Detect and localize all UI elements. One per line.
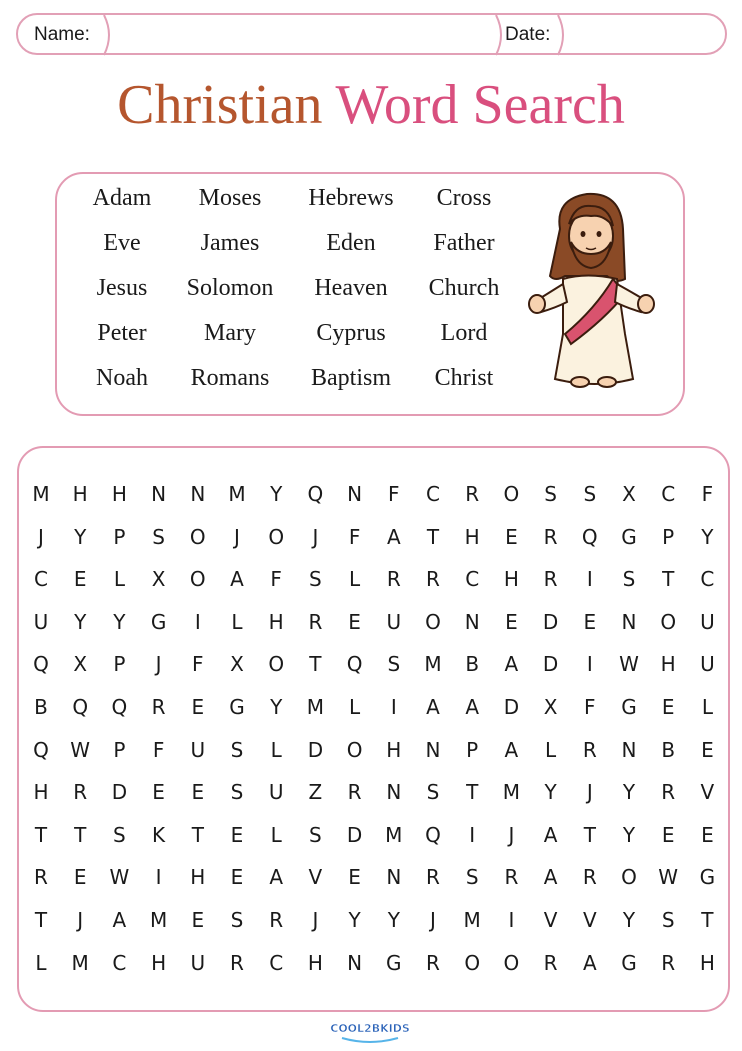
grid-letter[interactable]: K <box>152 822 166 847</box>
grid-letter[interactable]: N <box>621 737 637 762</box>
grid-letter[interactable]: A <box>269 865 284 890</box>
grid-letter[interactable]: V <box>700 780 715 805</box>
grid-letter[interactable]: R <box>386 567 401 592</box>
grid-letter[interactable]: M <box>71 950 89 975</box>
grid-letter[interactable]: B <box>34 695 48 719</box>
grid-letter[interactable]: F <box>192 652 204 677</box>
grid-letter[interactable]: W <box>658 865 679 890</box>
grid-letter[interactable]: A <box>504 737 519 762</box>
grid-letter[interactable]: R <box>151 695 166 719</box>
grid-letter[interactable]: A <box>426 695 440 719</box>
grid-letter[interactable]: Y <box>622 908 636 932</box>
grid-letter[interactable]: M <box>228 482 246 506</box>
grid-letter[interactable]: U <box>268 780 284 805</box>
grid-letter[interactable]: L <box>545 737 557 762</box>
grid-letter[interactable]: R <box>34 865 48 890</box>
grid-letter[interactable]: I <box>194 609 201 634</box>
grid-letter[interactable]: Q <box>425 822 441 847</box>
grid-letter[interactable]: T <box>701 908 714 932</box>
word-bank-item: Jesus <box>96 275 148 301</box>
grid-letter[interactable]: Y <box>74 609 87 634</box>
grid-letter[interactable]: P <box>113 737 126 762</box>
word-bank-item: Solomon <box>186 275 274 301</box>
grid-letter[interactable]: R <box>426 865 440 890</box>
grid-letter[interactable]: W <box>619 652 639 677</box>
grid-letter[interactable]: O <box>346 737 363 762</box>
grid-letter[interactable]: J <box>38 524 44 549</box>
date-label: Date: <box>505 24 551 45</box>
grid-letter[interactable]: R <box>426 950 440 975</box>
grid-letter[interactable]: V <box>308 865 323 890</box>
grid-letter[interactable]: Q <box>33 737 49 762</box>
grid-letter[interactable]: H <box>33 780 49 805</box>
grid-letter[interactable]: W <box>109 865 130 890</box>
grid-letter[interactable]: E <box>661 822 675 847</box>
grid-letter[interactable]: E <box>230 822 244 847</box>
grid-letter[interactable]: X <box>622 482 636 506</box>
grid-letter[interactable]: U <box>190 737 206 762</box>
grid-letter[interactable]: Z <box>308 780 323 805</box>
grid-letter[interactable]: S <box>544 482 557 506</box>
grid-letter[interactable]: D <box>307 737 324 762</box>
grid-letter[interactable]: R <box>543 567 558 592</box>
grid-letter[interactable]: F <box>348 524 361 549</box>
grid-letter[interactable]: T <box>466 780 479 805</box>
grid-letter[interactable]: R <box>543 950 558 975</box>
grid-letter[interactable]: F <box>152 737 165 762</box>
word-bank-item: Noah <box>96 365 148 391</box>
word-bank-item: Christ <box>434 365 494 391</box>
grid-letter[interactable]: E <box>191 695 205 719</box>
grid-letter[interactable]: R <box>582 865 597 890</box>
grid-letter[interactable]: A <box>112 908 127 932</box>
grid-letter[interactable]: N <box>621 609 637 634</box>
grid-letter[interactable]: H <box>307 950 323 975</box>
grid-letter[interactable]: R <box>661 780 676 805</box>
grid-letter[interactable]: Y <box>270 695 283 719</box>
grid-letter[interactable]: E <box>505 609 518 634</box>
grid-letter[interactable]: W <box>70 737 91 762</box>
word-bank-item: Eve <box>103 230 141 256</box>
grid-letter[interactable]: G <box>621 950 637 975</box>
word-bank-item: Church <box>428 275 500 301</box>
grid-letter[interactable]: C <box>661 482 676 506</box>
grid-letter[interactable]: N <box>347 482 363 506</box>
grid-letter[interactable]: P <box>113 652 126 677</box>
grid-letter[interactable]: T <box>583 822 596 847</box>
grid-letter[interactable]: R <box>347 780 362 805</box>
grid-letter[interactable]: O <box>189 524 206 549</box>
grid-letter[interactable]: L <box>349 567 361 592</box>
grid-letter[interactable]: Y <box>387 908 400 932</box>
grid-letter[interactable]: E <box>583 609 597 634</box>
grid-letter[interactable]: F <box>584 695 596 719</box>
grid-letter[interactable]: H <box>464 524 480 549</box>
grid-letter[interactable]: S <box>661 908 675 932</box>
grid-letter[interactable]: L <box>113 567 125 592</box>
grid-letter[interactable]: R <box>308 609 323 634</box>
grid-letter[interactable]: H <box>503 567 519 592</box>
word-bank-item: Eden <box>326 230 376 256</box>
grid-letter[interactable]: H <box>268 609 284 634</box>
grid-letter[interactable]: H <box>699 950 715 975</box>
grid-letter[interactable]: M <box>149 908 168 932</box>
grid-letter[interactable]: G <box>621 695 637 719</box>
grid-letter[interactable]: U <box>700 609 715 634</box>
word-bank-item: Peter <box>97 320 147 346</box>
grid-letter[interactable]: L <box>35 950 47 975</box>
page-title <box>0 70 742 140</box>
grid-letter[interactable]: S <box>152 524 165 549</box>
date-field[interactable] <box>568 17 718 53</box>
grid-letter[interactable]: M <box>306 695 325 719</box>
grid-letter[interactable]: S <box>426 780 440 805</box>
grid-letter[interactable]: Y <box>113 609 126 634</box>
grid-letter[interactable]: H <box>660 652 676 677</box>
grid-letter[interactable]: C <box>465 567 480 592</box>
grid-letter[interactable]: E <box>701 822 714 847</box>
word-bank-item: Moses <box>198 185 262 211</box>
grid-letter[interactable]: J <box>77 908 84 932</box>
word-bank-item: Adam <box>92 185 152 211</box>
grid-letter[interactable]: G <box>229 695 245 719</box>
grid-letter[interactable]: D <box>542 609 559 634</box>
grid-letter[interactable]: Y <box>622 780 636 805</box>
grid-letter[interactable]: E <box>230 865 244 890</box>
grid-letter[interactable]: N <box>190 482 206 506</box>
word-bank-item: Mary <box>204 320 256 346</box>
grid-letter[interactable]: T <box>74 822 87 847</box>
grid-letter[interactable]: P <box>466 737 479 762</box>
grid-letter[interactable]: L <box>701 695 713 719</box>
word-bank-item: Father <box>433 230 495 256</box>
grid-letter[interactable]: S <box>230 737 244 762</box>
grid-letter[interactable]: E <box>505 524 518 549</box>
grid-letter[interactable]: C <box>426 482 440 506</box>
grid-letter[interactable]: X <box>151 567 166 592</box>
grid-letter[interactable]: G <box>621 524 637 549</box>
grid-letter[interactable]: E <box>73 865 87 890</box>
grid-letter[interactable]: L <box>231 609 243 634</box>
grid-letter[interactable]: P <box>662 524 675 549</box>
grid-letter[interactable]: V <box>582 908 597 932</box>
grid-letter[interactable]: O <box>660 609 677 634</box>
grid-letter[interactable]: M <box>385 822 403 847</box>
grid-letter[interactable]: I <box>586 567 593 592</box>
grid-letter[interactable]: H <box>190 865 206 890</box>
grid-letter[interactable]: J <box>155 652 162 677</box>
grid-letter[interactable]: R <box>73 780 88 805</box>
brand-logo-text: COOL2BKIDS <box>330 1022 410 1035</box>
grid-letter[interactable]: C <box>700 567 715 592</box>
grid-letter[interactable]: V <box>543 908 558 932</box>
grid-letter[interactable]: Q <box>33 652 49 677</box>
grid-letter[interactable]: S <box>583 482 597 506</box>
grid-letter[interactable]: L <box>270 822 282 847</box>
grid-letter[interactable]: N <box>347 950 363 975</box>
grid-letter[interactable]: E <box>348 609 361 634</box>
grid-letter[interactable]: R <box>230 950 244 975</box>
grid-letter[interactable]: Y <box>74 524 87 549</box>
grid-letter[interactable]: T <box>34 822 48 847</box>
grid-letter[interactable]: M <box>502 780 521 805</box>
grid-letter[interactable]: S <box>230 908 244 932</box>
grid-letter[interactable]: I <box>390 695 397 719</box>
grid-letter[interactable]: N <box>151 482 167 506</box>
grid-letter[interactable]: O <box>464 950 481 975</box>
grid-letter[interactable]: E <box>661 695 675 719</box>
grid-letter[interactable]: R <box>426 567 440 592</box>
grid-letter[interactable]: H <box>72 482 88 506</box>
grid-letter[interactable]: G <box>699 865 716 890</box>
word-bank-item: Baptism <box>310 365 391 391</box>
grid-letter[interactable]: C <box>34 567 48 592</box>
grid-letter[interactable]: J <box>312 908 319 932</box>
grid-letter[interactable]: A <box>386 524 401 549</box>
name-field[interactable] <box>112 17 492 53</box>
grid-letter[interactable]: F <box>270 567 282 592</box>
grid-letter[interactable]: J <box>234 524 240 549</box>
grid-letter[interactable]: T <box>662 567 675 592</box>
grid-letter[interactable]: N <box>464 609 480 634</box>
grid-letter[interactable]: S <box>230 780 244 805</box>
grid-letter[interactable]: C <box>269 950 284 975</box>
grid-letter[interactable]: X <box>230 652 244 677</box>
grid-letter[interactable]: I <box>508 908 515 932</box>
grid-letter[interactable]: H <box>386 737 402 762</box>
word-bank-item: James <box>200 230 260 256</box>
grid-letter[interactable]: G <box>150 609 167 634</box>
word-bank-item: Cyprus <box>316 320 386 346</box>
grid-letter[interactable]: S <box>465 865 479 890</box>
grid-letter[interactable]: R <box>543 524 558 549</box>
grid-letter[interactable]: A <box>230 567 244 592</box>
grid-letter[interactable]: M <box>424 652 442 677</box>
grid-letter[interactable]: D <box>542 652 559 677</box>
grid-letter[interactable]: A <box>543 822 558 847</box>
grid-letter[interactable]: U <box>190 950 206 975</box>
grid-letter[interactable]: O <box>268 524 285 549</box>
grid-letter[interactable]: Y <box>544 780 557 805</box>
grid-letter[interactable]: X <box>543 695 558 719</box>
grid-letter[interactable]: Y <box>622 822 636 847</box>
grid-letter[interactable]: E <box>701 737 714 762</box>
grid-letter[interactable]: O <box>621 865 637 890</box>
grid-letter[interactable]: J <box>430 908 436 932</box>
grid-letter[interactable]: O <box>268 652 285 677</box>
grid-letter[interactable]: F <box>388 482 400 506</box>
grid-letter[interactable]: Y <box>348 908 361 932</box>
grid-letter[interactable]: B <box>465 652 480 677</box>
name-date-bar <box>16 13 727 55</box>
word-bank-item: Lord <box>440 320 488 346</box>
grid-letter[interactable]: U <box>33 609 49 634</box>
grid-letter[interactable]: D <box>503 695 520 719</box>
grid-letter[interactable]: Y <box>701 524 714 549</box>
grid-letter[interactable]: D <box>111 780 128 805</box>
grid-letter[interactable]: E <box>348 865 361 890</box>
grid-letter[interactable]: Q <box>346 652 363 677</box>
brand-logo <box>320 1018 420 1046</box>
grid-letter[interactable]: Q <box>581 524 598 549</box>
grid-letter[interactable]: Q <box>72 695 89 719</box>
grid-letter[interactable]: M <box>32 482 50 506</box>
grid-letter[interactable]: M <box>463 908 481 932</box>
grid-letter[interactable]: P <box>113 524 126 549</box>
word-bank-item: Hebrews <box>308 185 394 211</box>
grid-letter[interactable]: S <box>387 652 401 677</box>
grid-letter[interactable]: O <box>503 482 520 506</box>
grid-letter[interactable]: N <box>386 865 402 890</box>
grid-letter[interactable]: U <box>386 609 402 634</box>
grid-letter[interactable]: G <box>386 950 402 975</box>
grid-letter[interactable]: R <box>269 908 284 932</box>
grid-letter[interactable]: R <box>661 950 676 975</box>
grid-letter[interactable]: S <box>309 567 322 592</box>
grid-letter[interactable]: I <box>155 865 162 890</box>
grid-letter[interactable]: X <box>73 652 88 677</box>
grid-letter[interactable]: B <box>661 737 676 762</box>
grid-letter[interactable]: J <box>508 822 515 847</box>
grid-letter[interactable]: A <box>582 950 597 975</box>
grid-letter[interactable]: R <box>465 482 480 506</box>
grid-letter[interactable]: U <box>700 652 715 677</box>
grid-letter[interactable]: C <box>112 950 127 975</box>
grid-letter[interactable]: L <box>349 695 361 719</box>
grid-letter[interactable]: S <box>622 567 636 592</box>
word-bank <box>55 172 685 416</box>
grid-letter[interactable]: E <box>191 780 205 805</box>
grid-letter[interactable]: L <box>270 737 282 762</box>
grid-letter[interactable]: O <box>189 567 206 592</box>
grid-letter[interactable]: H <box>151 950 167 975</box>
grid-letter[interactable]: S <box>113 822 126 847</box>
grid-letter[interactable]: Q <box>307 482 324 506</box>
grid-letter[interactable]: I <box>469 822 476 847</box>
grid-letter[interactable]: Q <box>111 695 128 719</box>
grid-letter[interactable]: E <box>152 780 165 805</box>
grid-letter[interactable]: T <box>426 524 440 549</box>
grid-letter[interactable]: T <box>191 822 204 847</box>
grid-letter[interactable]: S <box>309 822 322 847</box>
grid-letter[interactable]: R <box>582 737 597 762</box>
grid-letter[interactable]: N <box>386 780 402 805</box>
grid-letter[interactable]: Y <box>270 482 283 506</box>
grid-letter[interactable]: J <box>312 524 319 549</box>
grid-letter[interactable]: H <box>111 482 127 506</box>
word-bank-item: Romans <box>190 365 270 391</box>
grid-letter[interactable]: T <box>34 908 48 932</box>
grid-letter[interactable]: O <box>425 609 441 634</box>
grid-letter[interactable]: A <box>504 652 519 677</box>
word-bank-item: Cross <box>436 185 492 211</box>
grid-letter[interactable]: E <box>191 908 205 932</box>
grid-letter[interactable]: O <box>503 950 520 975</box>
jesus-illustration <box>525 184 665 394</box>
grid-letter[interactable]: J <box>586 780 593 805</box>
grid-letter[interactable]: I <box>586 652 593 677</box>
grid-letter[interactable]: A <box>543 865 558 890</box>
name-label: Name: <box>34 24 90 45</box>
letter-grid <box>17 446 730 1012</box>
grid-letter[interactable]: N <box>425 737 441 762</box>
grid-letter[interactable]: D <box>346 822 363 847</box>
title-part-1: Christian <box>117 74 323 136</box>
grid-letter[interactable]: F <box>701 482 714 506</box>
grid-letter[interactable]: T <box>309 652 322 677</box>
grid-letter[interactable]: R <box>504 865 519 890</box>
word-bank-item: Heaven <box>314 275 388 301</box>
grid-letter[interactable]: E <box>73 567 87 592</box>
title-part-2: Word Search <box>335 74 625 136</box>
grid-letter[interactable]: A <box>465 695 480 719</box>
